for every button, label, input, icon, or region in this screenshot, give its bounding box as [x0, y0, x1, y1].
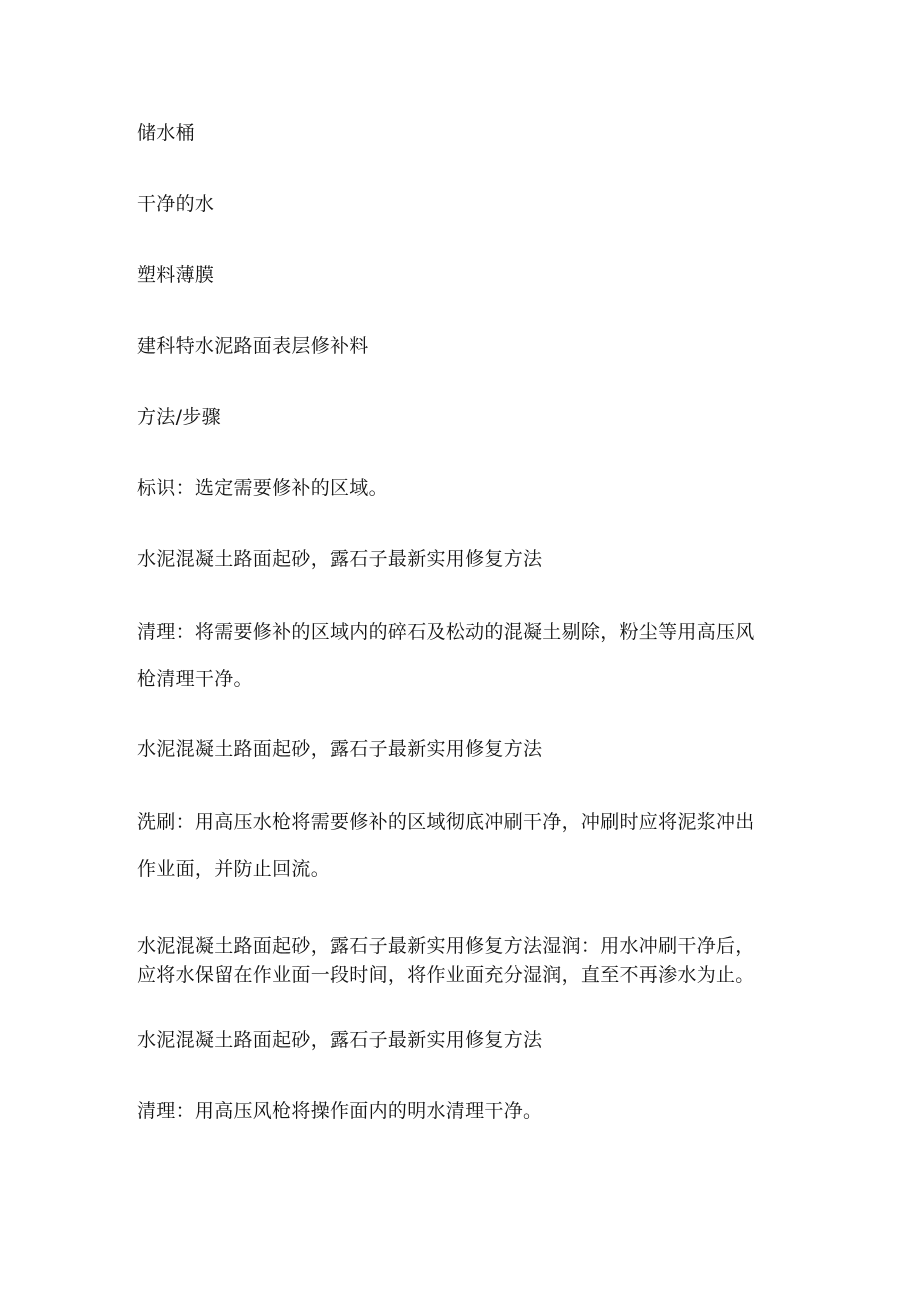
text-line: 应将水保留在作业面一段时间，将作业面充分湿润，直至不再渗水为止。: [137, 964, 755, 986]
text-line: 储水桶: [137, 122, 195, 144]
text-line: 干净的水: [137, 193, 215, 215]
text-line: 水泥混凝土路面起砂，露石子最新实用修复方法: [137, 738, 543, 760]
text-line: 标识：选定需要修补的区域。: [137, 477, 388, 499]
text-line: 清理：用高压风枪将操作面内的明水清理干净。: [137, 1100, 543, 1122]
section-heading: 方法/步骤: [137, 406, 221, 428]
text-line: 建科特水泥路面表层修补料: [137, 335, 369, 357]
text-line: 水泥混凝土路面起砂，露石子最新实用修复方法: [137, 1029, 543, 1051]
text-line: 清理：将需要修补的区域内的碎石及松动的混凝土剔除，粉尘等用高压风: [137, 621, 755, 643]
text-line: 作业面，并防止回流。: [137, 858, 331, 880]
text-line: 枪清理干净。: [137, 668, 253, 690]
text-line: 洗刷：用高压水枪将需要修补的区域彻底冲刷干净，冲刷时应将泥浆冲出: [137, 811, 755, 833]
text-line: 水泥混凝土路面起砂，露石子最新实用修复方法湿润：用水冲刷干净后，: [137, 935, 755, 957]
text-line: 塑料薄膜: [137, 264, 215, 286]
text-line: 水泥混凝土路面起砂，露石子最新实用修复方法: [137, 548, 543, 570]
